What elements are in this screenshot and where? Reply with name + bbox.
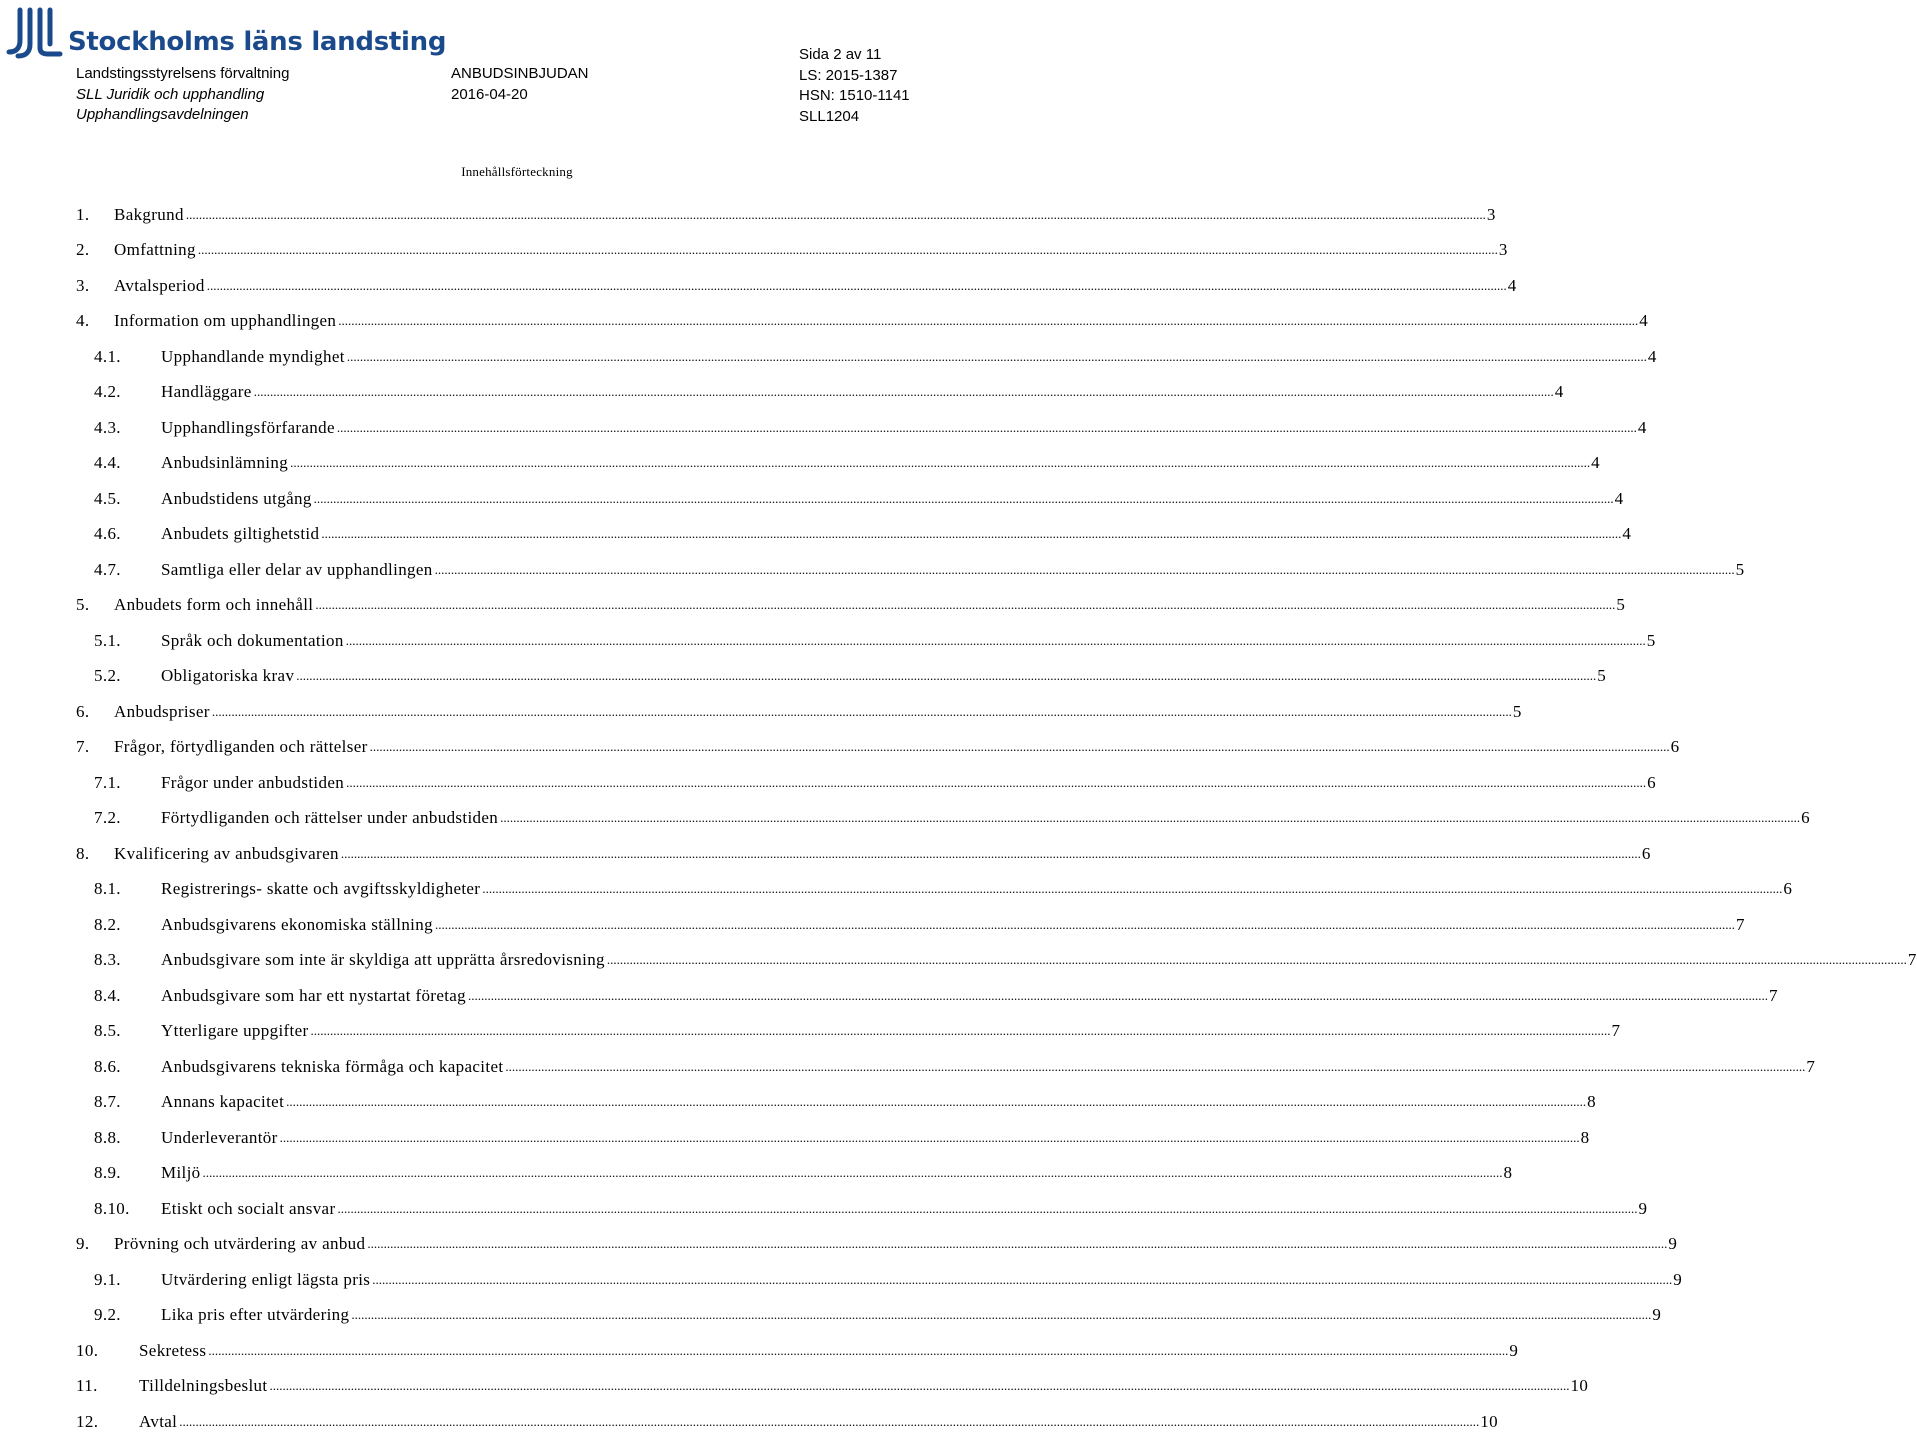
toc-entry[interactable] [0,588,1626,623]
toc-entry-label: Sekretess [139,1340,207,1360]
toc-entry-label: Tilldelningsbeslut [139,1376,268,1395]
toc-entry[interactable] [0,765,1656,800]
toc-leader-dots: ................................................................................................................................................................................................................................................................................................................................................................................................................ [340,845,1641,861]
header-department [76,64,289,126]
toc-entry-page: 9 [1652,1305,1662,1324]
toc-entry-number: 5.2. [94,666,121,685]
toc-entry[interactable] [0,552,1745,587]
toc-entry-page: 9 [1509,1340,1519,1360]
toc-leader-dots: ................................................................................................................................................................................................................................................................................................................................................................................................................ [369,739,1670,754]
toc-leader-dots: ................................................................................................................................................................................................................................................................................................................................................................................................................ [367,1236,1668,1251]
toc-entry[interactable] [0,730,1680,765]
toc-entry-label: Språk och dokumentation [161,630,344,650]
toc-entry-page: 10 [1570,1376,1589,1395]
toc-entry-label: Anbudsgivarens tekniska förmåga och kapacitet [161,1056,504,1076]
toc-leader-dots: ................................................................................................................................................................................................................................................................................................................................................................................................................ [202,1165,1503,1180]
toc-leader-dots: ................................................................................................................................................................................................................................................................................................................................................................................................................ [321,526,1622,541]
ls-reference: LS: 2015-1387 [799,66,898,84]
toc-entry-label: Anbudstidens utgång [161,488,312,508]
toc-entry-label: Anbudsgivare som har ett nystartat företag [161,985,467,1005]
toc-entry-number: 7.1. [94,772,121,792]
toc-entry-number: 2. [76,240,90,259]
toc-entry-page: 3 [1486,204,1496,224]
header-references [799,45,910,127]
toc-entry-number: 9.1. [94,1269,121,1289]
toc-entry-number: 8.7. [94,1092,121,1111]
toc-entry-number: 4.2. [94,382,121,401]
toc-entry[interactable] [0,339,1657,374]
toc-entry-number: 4.6. [94,524,121,543]
logo-mark-icon [6,8,62,60]
toc-leader-dots: ................................................................................................................................................................................................................................................................................................................................................................................................................ [482,881,1783,896]
toc-entry-number: 8.4. [94,985,121,1005]
toc-entry-number: 1. [76,204,90,224]
toc-leader-dots: ................................................................................................................................................................................................................................................................................................................................................................................................................ [296,668,1597,683]
toc-leader-dots: ................................................................................................................................................................................................................................................................................................................................................................................................................ [346,348,1647,364]
toc-entry-label: Kvalificering av anbudsgivaren [114,843,339,863]
toc-entry-number: 10. [76,1340,99,1360]
toc-entry-page: 9 [1638,1198,1648,1218]
toc-entry-label: Samtliga eller delar av upphandlingen [161,559,433,579]
toc-entry-label: Anbudsinlämning [161,453,289,472]
toc-entry[interactable] [0,836,1651,871]
toc-entry-page: 4 [1647,346,1657,366]
toc-entry-label: Avtalsperiod [114,275,205,295]
toc-leader-dots: ................................................................................................................................................................................................................................................................................................................................................................................................................ [500,810,1801,825]
toc-entry-number: 7. [76,737,90,756]
toc-entry-page: 4 [1622,524,1632,543]
toc-entry-page: 10 [1480,1411,1498,1431]
toc-title: Innehållsförteckning [461,164,573,179]
toc-entry-label: Miljö [161,1163,201,1182]
toc-entry-page: 7 [1806,1056,1816,1076]
toc-entry-number: 4.3. [94,417,121,437]
toc-entry-number: 3. [76,275,90,295]
toc-entry-label: Anbudets form och innehåll [114,595,314,614]
toc-entry[interactable] [0,907,1745,942]
toc-entry[interactable] [0,1156,1513,1191]
toc-entry-label: Obligatoriska krav [161,666,295,685]
toc-entry-number: 9. [76,1234,90,1253]
toc-leader-dots: ................................................................................................................................................................................................................................................................................................................................................................................................................ [346,774,1647,790]
toc-entry-page: 8 [1503,1163,1513,1182]
toc-entry[interactable] [0,1085,1596,1120]
toc-entry[interactable] [0,1049,1816,1084]
toc-entry[interactable] [0,233,1508,268]
toc-entry[interactable] [0,1014,1621,1049]
toc-entry[interactable] [0,304,1649,339]
toc-entry-number: 8.5. [94,1021,121,1040]
toc-leader-dots: ................................................................................................................................................................................................................................................................................................................................................................................................................ [351,1307,1652,1322]
toc-entry-label: Prövning och utvärdering av anbud [114,1234,366,1253]
toc-entry[interactable] [0,1120,1590,1155]
toc-leader-dots: ................................................................................................................................................................................................................................................................................................................................................................................................................ [434,916,1735,932]
toc-leader-dots: ................................................................................................................................................................................................................................................................................................................................................................................................................ [336,419,1637,435]
toc-entry[interactable] [0,1404,1498,1439]
toc-entry-label: Anbudsgivare som inte är skyldiga att upprätta årsredovisning [161,950,605,969]
toc-leader-dots: ................................................................................................................................................................................................................................................................................................................................................................................................................ [315,597,1616,612]
toc-entry-label: Anbudsgivarens ekonomiska ställning [161,914,433,934]
toc-entry-number: 7.2. [94,808,121,827]
toc-leader-dots: ................................................................................................................................................................................................................................................................................................................................................................................................................ [345,632,1646,648]
toc-entry-page: 8 [1587,1092,1596,1111]
toc-leader-dots: ................................................................................................................................................................................................................................................................................................................................................................................................................ [197,242,1498,257]
toc-entry-number: 5.1. [94,630,121,650]
toc-entry[interactable] [0,1262,1683,1297]
toc-entry-label: Annans kapacitet [161,1092,285,1111]
toc-entry-page: 5 [1616,595,1626,614]
toc-entry[interactable] [0,943,1917,978]
toc-entry[interactable] [0,446,1600,481]
toc-entry-number: 4. [76,311,90,330]
page-number: Sida 2 av 11 [799,46,882,63]
toc-entry-number: 8.9. [94,1163,121,1182]
toc-entry-page: 9 [1668,1234,1678,1253]
toc-leader-dots: ................................................................................................................................................................................................................................................................................................................................................................................................................ [208,1342,1509,1358]
toc-entry[interactable] [0,197,1496,232]
department-line: Upphandlingsavdelningen [76,106,249,123]
toc-entry-label: Lika pris efter utvärdering [161,1305,350,1324]
toc-leader-dots: ................................................................................................................................................................................................................................................................................................................................................................................................................ [286,1094,1587,1109]
toc-leader-dots: ................................................................................................................................................................................................................................................................................................................................................................................................................ [206,277,1507,293]
toc-entry-number: 8.3. [94,950,121,969]
toc-entry-page: 6 [1647,772,1656,792]
toc-entry[interactable] [0,1333,1519,1368]
toc-entry[interactable] [0,1191,1648,1226]
toc-entry-page: 5 [1735,559,1745,579]
toc-entry-page: 6 [1801,808,1810,827]
organization-logo [6,4,446,60]
toc-leader-dots: ................................................................................................................................................................................................................................................................................................................................................................................................................ [279,1129,1580,1145]
toc-entry-page: 5 [1597,666,1607,685]
toc-entry-page: 6 [1641,843,1651,863]
toc-leader-dots: ................................................................................................................................................................................................................................................................................................................................................................................................................ [310,1023,1611,1038]
toc-leader-dots: ................................................................................................................................................................................................................................................................................................................................................................................................................ [185,206,1486,222]
toc-entry-number: 11. [76,1376,98,1395]
toc-entry[interactable] [0,481,1624,516]
header-document-type [451,64,589,105]
toc-entry-label: Bakgrund [114,204,184,224]
toc-entry-page: 3 [1498,240,1508,259]
toc-entry-page: 4 [1637,417,1647,437]
toc-entry-page: 6 [1670,737,1680,756]
toc-entry-label: Ytterligare uppgifter [161,1021,309,1040]
toc-entry-number: 12. [76,1411,99,1431]
toc-entry-label: Underleverantör [161,1127,278,1147]
department-line: SLL Juridik och upphandling [76,85,265,103]
toc-entry[interactable] [0,694,1522,729]
toc-entry-page: 5 [1512,701,1522,721]
toc-entry-label: Frågor under anbudstiden [161,772,345,792]
toc-entry[interactable] [0,623,1656,658]
toc-leader-dots: ................................................................................................................................................................................................................................................................................................................................................................................................................ [434,561,1735,577]
toc-entry[interactable] [0,1298,1662,1333]
toc-entry-page: 5 [1646,630,1656,650]
toc-entry-label: Registrerings- skatte och avgiftsskyldigheter [161,879,481,898]
toc-entry-label: Anbudets giltighetstid [161,524,320,543]
toc-entry-page: 4 [1591,453,1600,472]
toc-entry-label: Upphandlingsförfarande [161,417,335,437]
toc-entry[interactable] [0,375,1564,410]
toc-entry[interactable] [0,978,1778,1013]
hsn-reference: HSN: 1510-1141 [799,87,910,104]
toc-entry[interactable] [0,268,1517,303]
toc-entry-number: 8.1. [94,879,121,898]
toc-entry-number: 4.4. [94,453,121,472]
toc-entry-number: 8.8. [94,1127,121,1147]
toc-entry-number: 8.6. [94,1056,121,1076]
toc-entry-label: Anbudspriser [114,701,210,721]
toc-entry-page: 7 [1769,985,1778,1005]
toc-leader-dots: ................................................................................................................................................................................................................................................................................................................................................................................................................ [290,455,1591,470]
toc-leader-dots: ................................................................................................................................................................................................................................................................................................................................................................................................................ [253,384,1554,399]
department-line: Landstingsstyrelsens förvaltning [76,65,290,82]
document-code: SLL1204 [799,107,860,125]
toc-leader-dots: ................................................................................................................................................................................................................................................................................................................................................................................................................ [468,987,1769,1003]
toc-entry-label: Omfattning [114,240,196,259]
toc-entry-label: Handläggare [161,382,252,401]
toc-entry-page: 4 [1614,488,1624,508]
toc-entry-page: 7 [1735,914,1745,934]
document-type: ANBUDSINBJUDAN [451,65,589,82]
toc-entry-label: Frågor, förtydliganden och rättelser [114,737,368,756]
toc-entry-number: 9.2. [94,1305,121,1324]
toc-entry-page: 4 [1507,275,1517,295]
toc-entry-page: 4 [1554,382,1564,401]
toc-entry[interactable] [0,1369,1589,1404]
toc-entry[interactable] [0,410,1647,445]
toc-entry-label: Upphandlande myndighet [161,346,345,366]
toc-leader-dots: ................................................................................................................................................................................................................................................................................................................................................................................................................ [338,313,1639,328]
toc-entry-page: 6 [1783,879,1793,898]
document-date: 2016-04-20 [451,85,528,103]
toc-leader-dots: ................................................................................................................................................................................................................................................................................................................................................................................................................ [269,1378,1570,1393]
toc-leader-dots: ................................................................................................................................................................................................................................................................................................................................................................................................................ [211,703,1512,719]
toc-entry-page: 7 [1611,1021,1621,1040]
toc-leader-dots: ................................................................................................................................................................................................................................................................................................................................................................................................................ [313,490,1614,506]
toc-entry-page: 4 [1639,311,1649,330]
toc-entry-page: 9 [1673,1269,1683,1289]
toc-entry-label: Avtal [139,1411,178,1431]
toc-entry-label: Etiskt och socialt ansvar [161,1198,336,1218]
toc-entry-number: 5. [76,595,90,614]
toc-entry-number: 8. [76,843,90,863]
toc-entry[interactable] [0,872,1793,907]
toc-entry-label: Förtydliganden och rättelser under anbudstiden [161,808,499,827]
toc-entry-number: 4.5. [94,488,121,508]
toc-leader-dots: ................................................................................................................................................................................................................................................................................................................................................................................................................ [337,1200,1638,1216]
toc-entry-number: 8.10. [94,1198,130,1218]
toc-entry-page: 8 [1580,1127,1590,1147]
toc-entry[interactable] [0,517,1632,552]
toc-entry-number: 4.1. [94,346,121,366]
toc-leader-dots: ................................................................................................................................................................................................................................................................................................................................................................................................................ [372,1271,1673,1287]
toc-entry-label: Utvärdering enligt lägsta pris [161,1269,371,1289]
toc-entry[interactable] [0,1227,1678,1262]
toc-entry[interactable] [0,801,1810,836]
toc-entry-number: 6. [76,701,90,721]
toc-leader-dots: ................................................................................................................................................................................................................................................................................................................................................................................................................ [179,1413,1480,1429]
organization-name: Stockholms läns landsting [68,27,447,57]
toc-entry-number: 4.7. [94,559,121,579]
toc-leader-dots: ................................................................................................................................................................................................................................................................................................................................................................................................................ [606,952,1907,967]
toc-entry-label: Information om upphandlingen [114,311,337,330]
toc-entry-page: 7 [1907,950,1917,969]
toc-entry[interactable] [0,659,1607,694]
toc-leader-dots: ................................................................................................................................................................................................................................................................................................................................................................................................................ [505,1058,1806,1074]
toc-entry-number: 8.2. [94,914,121,934]
